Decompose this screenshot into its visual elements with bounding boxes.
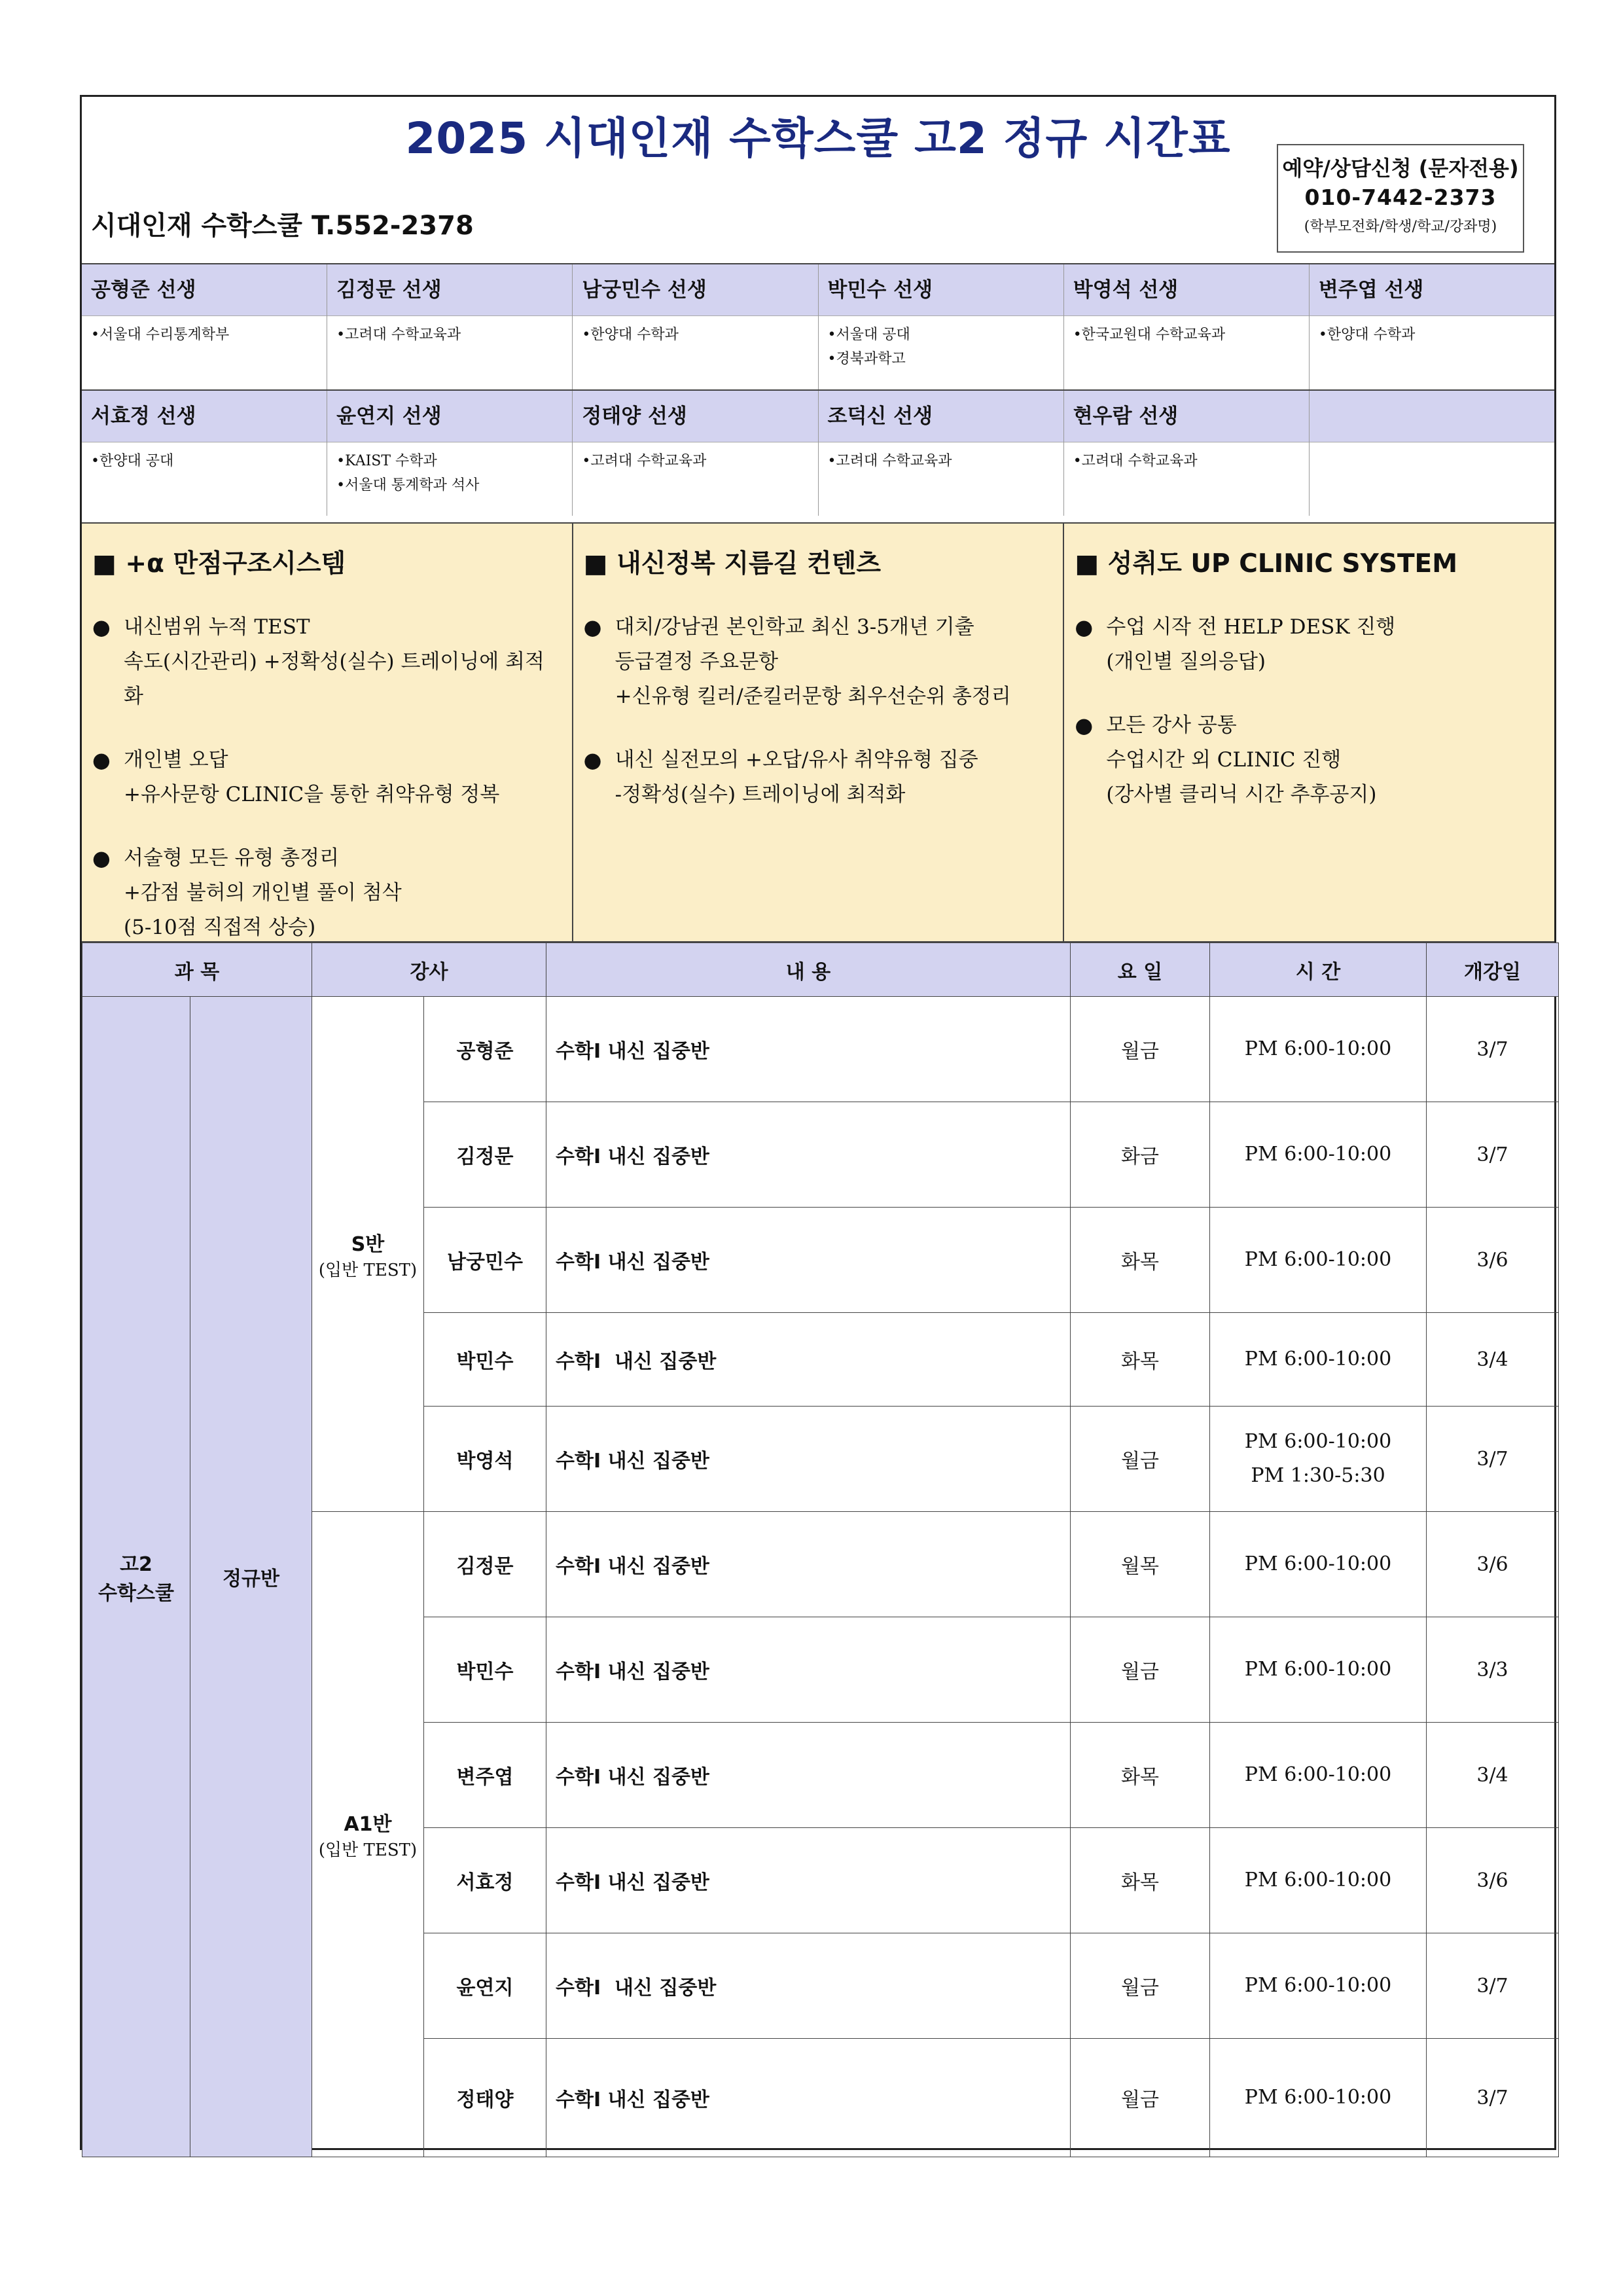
feature-line: (5-10점 직접적 상승) [124, 916, 316, 939]
feature-title: ■ 성취도 UP CLINIC SYSTEM [1075, 549, 1458, 579]
content-cell: 수학Ⅰ 내신 집중반 [546, 1933, 1071, 2039]
teacher-card [327, 391, 573, 516]
teacher-cell: 남궁민수 [424, 1208, 546, 1313]
teacher-cell: 서효정 [424, 1828, 546, 1933]
feature-column [573, 524, 1065, 941]
time-line: PM 6:00-10:00 [1244, 1348, 1392, 1371]
content-cell: 수학Ⅰ 내신 집중반 [546, 1512, 1071, 1617]
credential-line: •한국교원대 수학교육과 [1073, 327, 1226, 343]
content-cell: 수학Ⅰ 내신 집중반 [546, 1828, 1071, 1933]
teacher-credentials [327, 442, 572, 516]
start-date-cell: 3/6 [1427, 1208, 1559, 1313]
day-cell: 화목 [1071, 1828, 1210, 1933]
day-cell: 월금 [1071, 1407, 1210, 1512]
class-group-name: S반 [351, 1232, 385, 1256]
header-day: 요 일 [1071, 943, 1210, 997]
bullet-icon: ● [583, 615, 602, 639]
time-cell [1210, 1723, 1427, 1828]
time-cell [1210, 1102, 1427, 1208]
teacher-credentials [1310, 316, 1554, 389]
feature-line: +신유형 킬러/준킬러문항 최우선순위 총정리 [615, 685, 1011, 708]
teacher-credentials [819, 442, 1063, 516]
teacher-name: 박영석 선생 [1064, 264, 1309, 316]
teacher-credentials [327, 316, 572, 389]
time-cell [1210, 1617, 1427, 1723]
teacher-name: 서효정 선생 [82, 391, 327, 442]
start-date-cell: 3/3 [1427, 1617, 1559, 1723]
content-cell: 수학Ⅰ 내신 집중반 [546, 1102, 1071, 1208]
start-date-cell: 3/4 [1427, 1313, 1559, 1407]
teacher-row [82, 264, 1554, 389]
feature-line: (강사별 클리닉 시간 추후공지) [1106, 783, 1377, 806]
feature-item [584, 743, 1053, 812]
feature-line: +감점 불허의 개인별 풀이 첨삭 [124, 881, 402, 905]
teacher-name: 정태양 선생 [573, 391, 817, 442]
class-type-cell: 정규반 [190, 997, 312, 2157]
feature-line: 모든 강사 공통 [1106, 713, 1237, 737]
table-row [82, 997, 1559, 1102]
time-line: PM 6:00-10:00 [1244, 1658, 1392, 1681]
start-date-cell: 3/6 [1427, 1828, 1559, 1933]
feature-line: 수업 시작 전 HELP DESK 진행 [1106, 615, 1396, 639]
feature-item [584, 610, 1053, 714]
teacher-card [819, 391, 1064, 516]
feature-text [124, 610, 562, 714]
feature-text [1106, 610, 1395, 679]
teacher-name [1310, 391, 1554, 442]
teacher-credentials [82, 442, 327, 516]
teacher-cell: 박영석 [424, 1407, 546, 1512]
time-line: PM 6:00-10:00 [1244, 1552, 1392, 1575]
teacher-name: 변주엽 선생 [1310, 264, 1554, 316]
start-date-cell: 3/7 [1427, 2039, 1559, 2157]
credential-line: •한양대 공대 [91, 453, 174, 469]
credential-line: •KAIST 수학과 [336, 453, 437, 469]
time-cell [1210, 1313, 1427, 1407]
bullet-icon: ● [1075, 713, 1094, 738]
day-cell: 화목 [1071, 1313, 1210, 1407]
feature-line: 개인별 오답 [124, 748, 228, 772]
teacher-card [819, 264, 1064, 389]
feature-line: 내신 실전모의 +오답/유사 취약유형 집중 [615, 748, 978, 772]
time-cell [1210, 1208, 1427, 1313]
feature-title: ■ +α 만점구조시스템 [92, 549, 346, 579]
credential-line: •고려대 수학교육과 [827, 453, 952, 469]
bullet-icon: ● [583, 747, 602, 772]
day-cell: 월금 [1071, 1617, 1210, 1723]
teacher-card [82, 264, 327, 389]
teacher-grid [82, 263, 1554, 516]
header [82, 97, 1554, 264]
credential-line: •서울대 수리통계학부 [91, 327, 230, 343]
teacher-cell: 박민수 [424, 1617, 546, 1723]
start-date-cell: 3/7 [1427, 1102, 1559, 1208]
content-cell: 수학Ⅰ 내신 집중반 [546, 1617, 1071, 1723]
feature-title: ■ 내신정복 지름길 컨텐츠 [583, 549, 881, 579]
teacher-name: 박민수 선생 [819, 264, 1063, 316]
content-cell: 수학Ⅰ 내신 집중반 [546, 1208, 1071, 1313]
content-cell: 수학Ⅰ 내신 집중반 [546, 1313, 1071, 1407]
feature-line: 속도(시간관리) +정확성(실수) 트레이닝에 최적화 [124, 650, 544, 708]
day-cell: 월금 [1071, 1933, 1210, 2039]
class-group-name: A1반 [344, 1813, 392, 1836]
teacher-cell: 정태양 [424, 2039, 546, 2157]
time-line: PM 6:00-10:00 [1244, 1974, 1392, 1997]
bullet-icon: ● [1075, 615, 1094, 639]
time-cell [1210, 1828, 1427, 1933]
day-cell: 화목 [1071, 1208, 1210, 1313]
teacher-card [327, 264, 573, 389]
feature-text [615, 610, 1011, 714]
teacher-card [82, 391, 327, 516]
start-date-cell: 3/7 [1427, 1407, 1559, 1512]
class-group-cell [312, 1512, 424, 2157]
time-line: PM 6:00-10:00 [1244, 1763, 1392, 1786]
day-cell: 월금 [1071, 997, 1210, 1102]
feature-text [1106, 708, 1376, 812]
feature-text [615, 743, 978, 812]
content-cell: 수학Ⅰ 내신 집중반 [546, 2039, 1071, 2157]
feature-line: -정확성(실수) 트레이닝에 최적화 [615, 783, 906, 806]
teacher-credentials [1064, 316, 1309, 389]
bullet-icon: ● [92, 846, 111, 870]
teacher-cell: 박민수 [424, 1313, 546, 1407]
start-date-cell: 3/7 [1427, 997, 1559, 1102]
feature-text [124, 841, 402, 945]
credential-line: •고려대 수학교육과 [336, 327, 461, 343]
feature-column [1064, 524, 1554, 941]
feature-item [92, 743, 562, 812]
teacher-name: 공형준 선생 [82, 264, 327, 316]
contact-note: (학부모전화/학생/학교/강좌명) [1304, 219, 1497, 235]
feature-text [124, 743, 499, 812]
time-line: PM 6:00-10:00 [1244, 2086, 1392, 2109]
teacher-card [1310, 391, 1554, 516]
time-line: PM 6:00-10:00 [1244, 1869, 1392, 1892]
contact-heading: 예약/상담신청 (문자전용) [1282, 156, 1519, 181]
teacher-credentials [1064, 442, 1309, 516]
start-date-cell: 3/6 [1427, 1512, 1559, 1617]
subject-group-cell: 고2 수학스쿨 [82, 997, 190, 2157]
teacher-name: 김정문 선생 [327, 264, 572, 316]
bullet-icon: ● [92, 747, 111, 772]
teacher-card [573, 391, 818, 516]
feature-item [92, 841, 562, 945]
class-group-cell [312, 997, 424, 1512]
feature-item [1075, 610, 1544, 679]
start-date-cell: 3/4 [1427, 1723, 1559, 1828]
day-cell: 화목 [1071, 1723, 1210, 1828]
day-cell: 월목 [1071, 1512, 1210, 1617]
content-cell: 수학Ⅰ 내신 집중반 [546, 1723, 1071, 1828]
feature-line: 대치/강남권 본인학교 최신 3-5개년 기출 [615, 615, 974, 639]
time-line: PM 6:00-10:00 [1244, 1037, 1392, 1060]
teacher-cell: 김정문 [424, 1512, 546, 1617]
page-title: 2025 시대인재 수학스쿨 고2 정규 시간표 [405, 113, 1231, 164]
teacher-credentials [573, 316, 817, 389]
timetable-document [80, 95, 1556, 2150]
teacher-row [82, 389, 1554, 516]
feature-column [82, 524, 573, 941]
credential-line: •서울대 공대 [827, 327, 910, 343]
teacher-name: 윤연지 선생 [327, 391, 572, 442]
feature-item [1075, 708, 1544, 812]
time-line: PM 6:00-10:00 [1244, 1143, 1392, 1166]
contact-number: 010-7442-2373 [1304, 185, 1497, 210]
schedule-table [82, 942, 1559, 2157]
teacher-cell: 윤연지 [424, 1933, 546, 2039]
start-date-cell: 3/7 [1427, 1933, 1559, 2039]
time-cell [1210, 1933, 1427, 2039]
header-content: 내 용 [546, 943, 1071, 997]
teacher-cell: 변주엽 [424, 1723, 546, 1828]
credential-line: •고려대 수학교육과 [1073, 453, 1198, 469]
teacher-credentials [1310, 442, 1554, 516]
time-cell [1210, 1407, 1427, 1512]
feature-item [92, 610, 562, 714]
time-cell [1210, 1512, 1427, 1617]
contact-box [1277, 144, 1524, 253]
feature-line: (개인별 질의응답) [1106, 650, 1266, 673]
class-group-note: (입반 TEST) [318, 1840, 418, 1860]
time-line: PM 6:00-10:00 [1244, 1430, 1392, 1453]
time-line: PM 1:30-5:30 [1251, 1464, 1385, 1487]
feature-line: +유사문항 CLINIC을 통한 취약유형 정복 [124, 783, 500, 806]
credential-line: •한양대 수학과 [582, 327, 679, 343]
feature-line: 수업시간 외 CLINIC 진행 [1106, 748, 1342, 772]
teacher-card [573, 264, 818, 389]
credential-line: •한양대 수학과 [1318, 327, 1416, 343]
day-cell: 월금 [1071, 2039, 1210, 2157]
content-cell: 수학Ⅰ 내신 집중반 [546, 1407, 1071, 1512]
time-cell [1210, 997, 1427, 1102]
feature-section [82, 522, 1554, 942]
feature-line: 서술형 모든 유형 총정리 [124, 846, 340, 870]
teacher-name: 남궁민수 선생 [573, 264, 817, 316]
credential-line: •경북과학고 [827, 351, 906, 367]
header-subject: 과 목 [82, 943, 312, 997]
class-group-note: (입반 TEST) [318, 1260, 418, 1280]
header-time: 시 간 [1210, 943, 1427, 997]
teacher-cell: 공형준 [424, 997, 546, 1102]
teacher-credentials [82, 316, 327, 389]
feature-line: 내신범위 누적 TEST [124, 615, 310, 639]
credential-line: •서울대 통계학과 석사 [336, 477, 480, 493]
teacher-card [1064, 391, 1310, 516]
credential-line: •고려대 수학교육과 [582, 453, 707, 469]
teacher-card [1310, 264, 1554, 389]
content-cell: 수학Ⅰ 내신 집중반 [546, 997, 1071, 1102]
time-line: PM 6:00-10:00 [1244, 1248, 1392, 1271]
time-cell [1210, 2039, 1427, 2157]
table-header-row [82, 943, 1559, 997]
day-cell: 화금 [1071, 1102, 1210, 1208]
teacher-credentials [573, 442, 817, 516]
teacher-card [1064, 264, 1310, 389]
bullet-icon: ● [92, 615, 111, 639]
feature-line: 등급결정 주요문항 [615, 650, 779, 673]
teacher-cell: 김정문 [424, 1102, 546, 1208]
header-start: 개강일 [1427, 943, 1559, 997]
teacher-name: 조덕신 선생 [819, 391, 1063, 442]
phone-number: 시대인재 수학스쿨 T.552-2378 [91, 211, 474, 241]
teacher-credentials [819, 316, 1063, 389]
teacher-name: 현우람 선생 [1064, 391, 1309, 442]
header-teacher: 강사 [312, 943, 546, 997]
